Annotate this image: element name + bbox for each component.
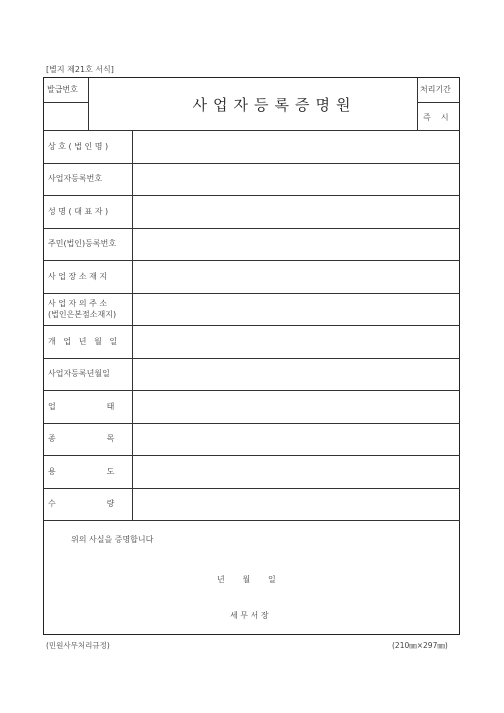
field-label-text: 수 량: [48, 499, 115, 509]
field-label: [48, 325, 130, 358]
field-label: [48, 358, 130, 391]
field-label: [48, 260, 130, 293]
issue-number-label: 발급번호: [47, 85, 78, 94]
field-label-text: 용 도: [48, 466, 115, 476]
footer-paper-size: (210㎜×297㎜): [392, 641, 448, 650]
field-value[interactable]: [133, 488, 459, 521]
annex-label: [별지 제21호 서식]: [46, 65, 114, 74]
field-sublabel-text: (법인은본점소재지): [48, 309, 117, 319]
tax-office-head: 세 무 서 장: [230, 611, 269, 620]
footer-regulation: (민원사무처리규정): [46, 641, 110, 650]
issue-number-value: [44, 103, 88, 130]
certification-statement: 위의 사실을 증명합니다: [71, 535, 154, 544]
field-value[interactable]: [133, 195, 459, 228]
issue-number-divider: [88, 78, 89, 130]
field-value[interactable]: [133, 325, 459, 358]
field-label: [48, 130, 130, 163]
field-label-text: 사 업 장 소 재 지: [48, 271, 108, 281]
field-value[interactable]: [133, 358, 459, 391]
field-value[interactable]: [133, 390, 459, 423]
field-label-text: 업 태: [48, 401, 115, 411]
field-label-text: 사 업 자 의 주 소: [48, 298, 108, 308]
field-value[interactable]: [133, 293, 459, 326]
field-value[interactable]: [133, 130, 459, 163]
field-label-text: 성 명 ( 대 표 자 ): [48, 206, 109, 216]
field-label-text: 사업자등록년월일: [48, 369, 110, 379]
certification-date: 년 월 일: [217, 575, 276, 584]
processing-divider: [417, 78, 418, 130]
certificate-form: [43, 77, 460, 635]
field-label: [48, 163, 130, 196]
field-label-text: 개 업 년 월 일: [48, 336, 118, 346]
field-value[interactable]: [133, 228, 459, 261]
field-value[interactable]: [133, 163, 459, 196]
field-value[interactable]: [133, 455, 459, 488]
document-title: 사업자등록증명원: [192, 95, 357, 114]
field-label: [48, 390, 130, 423]
row-divider: [44, 520, 460, 521]
processing-period-label: 처리기간: [420, 85, 451, 94]
field-label: [48, 195, 130, 228]
field-label: [48, 293, 130, 326]
field-value[interactable]: [133, 260, 459, 293]
field-label: [48, 423, 130, 456]
field-label: [48, 488, 130, 521]
field-value[interactable]: [133, 423, 459, 456]
field-label-text: 주민(법인)등록번호: [48, 239, 117, 249]
field-label: [48, 455, 130, 488]
field-label-text: 사업자등록번호: [48, 174, 103, 184]
field-label-text: 종 목: [48, 434, 115, 444]
processing-underline: [417, 102, 460, 103]
field-label-text: 상 호 ( 법 인 명 ): [48, 141, 109, 151]
field-label: [48, 228, 130, 261]
processing-period-value: 즉 시: [423, 113, 449, 122]
